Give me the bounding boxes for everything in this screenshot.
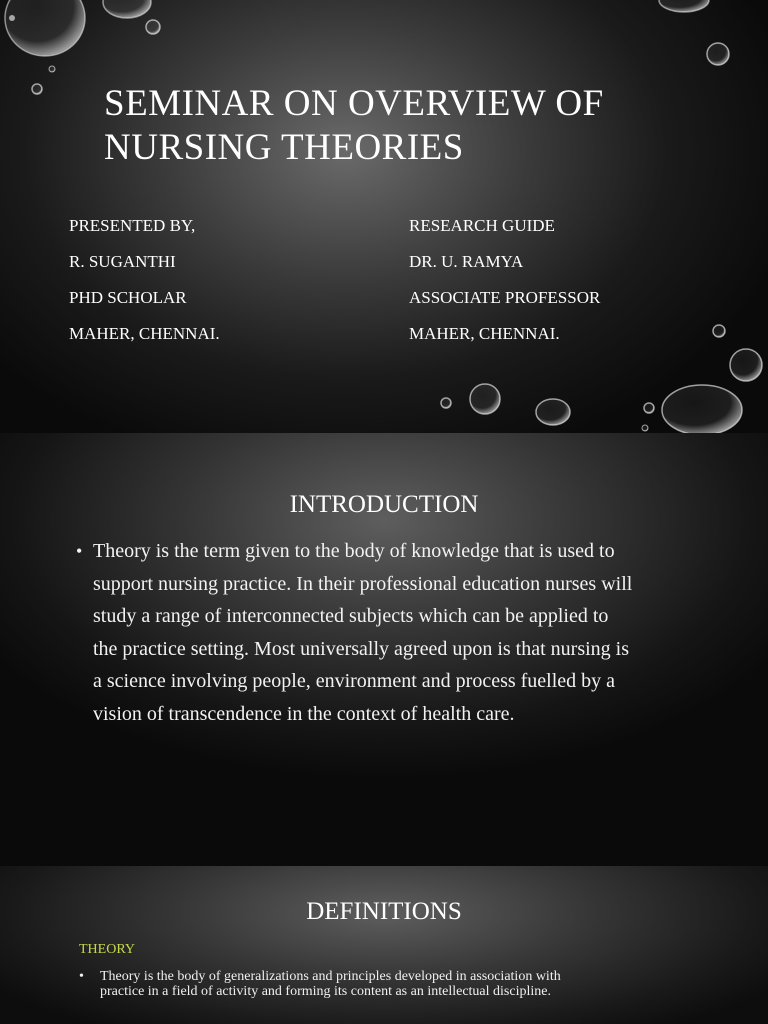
- theory-definition-bullet: [79, 969, 599, 999]
- droplet-group-top-right: [659, 0, 729, 65]
- guide-institution: MAHER, CHENNAI.: [409, 324, 560, 343]
- presenter-institution: MAHER, CHENNAI.: [69, 324, 220, 343]
- page-title: SEMINAR ON OVERVIEW OF NURSING THEORIES: [104, 83, 604, 168]
- theory-label: THEORY: [79, 942, 135, 957]
- guide-label: RESEARCH GUIDE: [409, 216, 555, 235]
- presenter-role: PHD SCHOLAR: [69, 288, 187, 307]
- presenter-label: PRESENTED BY,: [69, 216, 196, 235]
- guide-role: ASSOCIATE PROFESSOR: [409, 288, 601, 307]
- droplet-group-top-left: [5, 0, 160, 94]
- presenter-name: R. SUGANTHI: [69, 252, 176, 271]
- title-slide: [0, 0, 768, 433]
- guide-name: DR. U. RAMYA: [409, 252, 524, 271]
- introduction-bullet: [76, 535, 636, 730]
- presenter-info: [69, 208, 220, 352]
- definitions-heading: DEFINITIONS: [306, 898, 462, 925]
- guide-info: [409, 208, 600, 352]
- introduction-slide: [0, 433, 768, 866]
- bullet-icon: •: [76, 541, 83, 561]
- definitions-slide: [0, 866, 768, 1024]
- introduction-heading: INTRODUCTION: [289, 491, 479, 518]
- theory-definition-text: Theory is the body of generalizations and principles developed in association with practice in a field of activity and forming its content as an intellectual discipline.: [100, 969, 561, 999]
- introduction-text: Theory is the term given to the body of knowledge that is used to support nursing practice. In their professional education nurses will study a range of interconnected subjects which can be applied to the practice setting. Most universally agreed upon is that nursing is a science involving people, environment and process fuelled by a vision of transcendence in the context of health care.: [93, 540, 633, 725]
- bullet-icon: •: [79, 969, 84, 984]
